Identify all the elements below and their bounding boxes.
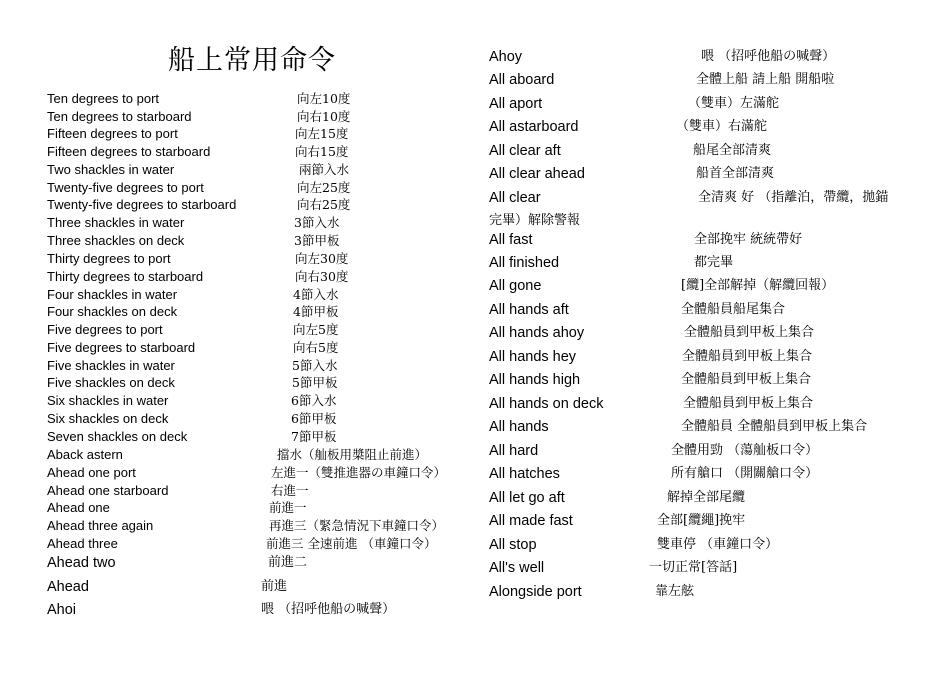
command-english: Five shackles in water: [47, 358, 175, 373]
command-chinese: 4節入水: [293, 287, 339, 302]
command-chinese: 全部[纜繩]挽牢: [657, 513, 746, 528]
command-english: Ahead three again: [47, 518, 154, 533]
command-chinese: 4節甲板: [293, 304, 339, 319]
command-english: All made fast: [489, 513, 573, 529]
command-english: All fast: [489, 232, 533, 248]
command-chinese: 向右25度: [297, 197, 351, 212]
command-english: Four shackles on deck: [47, 304, 178, 319]
command-english: Ahead two: [47, 555, 116, 571]
command-chinese: 全體用勁 （蕩舢板口令）: [671, 443, 819, 458]
command-chinese: 右進一: [271, 483, 309, 498]
command-chinese: 向左5度: [293, 322, 339, 337]
command-chinese: 都完畢: [694, 255, 734, 270]
command-chinese: 6節入水: [291, 393, 337, 408]
command-chinese: 全體船員 全體船員到甲板上集合: [681, 419, 868, 434]
command-chinese: [纜]全部解掉（解纜回報）: [681, 278, 835, 293]
command-english: Thirty degrees to port: [47, 251, 171, 266]
command-chinese: 全清爽 好 （指離泊，帶纜，拋錨: [698, 190, 889, 205]
command-english: Twenty-five degrees to starboard: [47, 197, 237, 212]
command-chinese: 再進三（緊急情況下車鐘口令）: [269, 518, 445, 533]
command-chinese: 前進三 全速前進 （車鐘口令）: [266, 536, 437, 551]
command-english: All clear aft: [489, 143, 561, 159]
command-english: All hands on deck: [489, 396, 604, 412]
command-english: Two shackles in water: [47, 162, 175, 177]
command-chinese: 全體船員到甲板上集合: [681, 372, 812, 387]
command-english: All hands hey: [489, 349, 577, 365]
command-chinese: 向右5度: [293, 340, 339, 355]
command-english: Thirty degrees to starboard: [47, 269, 204, 284]
command-chinese: 雙車停 （車鐘口令）: [657, 537, 779, 552]
command-english: All hands: [489, 419, 549, 435]
command-english: Five degrees to starboard: [47, 340, 196, 355]
command-english: Ahoy: [489, 49, 523, 65]
command-english: All finished: [489, 255, 560, 271]
command-chinese: 全體船員到甲板上集合: [682, 349, 813, 364]
command-english: Seven shackles on deck: [47, 429, 188, 444]
command-english: Three shackles on deck: [47, 233, 185, 248]
command-chinese: 向左25度: [297, 180, 351, 195]
command-chinese: 全部挽牢 統統帶好: [694, 232, 803, 247]
command-chinese: 前進一: [269, 500, 307, 515]
command-chinese: 5節甲板: [292, 375, 338, 390]
command-chinese: 喂 （招呼他船の喊聲）: [261, 602, 396, 617]
command-english: Five degrees to port: [47, 322, 163, 337]
command-chinese: 3節甲板: [294, 233, 340, 248]
command-english: All's well: [489, 560, 545, 576]
command-english: Ten degrees to starboard: [47, 109, 192, 124]
command-chinese: 3節入水: [294, 215, 340, 230]
command-chinese: 全體船員船尾集合: [681, 302, 786, 317]
command-chinese: 全體船員到甲板上集合: [684, 325, 815, 340]
command-english: All aport: [489, 96, 543, 112]
command-english: All hands high: [489, 372, 581, 388]
command-english: Ahead one starboard: [47, 483, 169, 498]
command-chinese: 一切正常[答話]: [649, 560, 738, 575]
command-english: All hatches: [489, 466, 560, 482]
command-chinese: 擋水（舢板用槳阻止前進）: [277, 447, 428, 462]
command-english: All astarboard: [489, 119, 579, 135]
command-chinese: 船尾全部清爽: [693, 143, 772, 158]
command-english: Aback astern: [47, 447, 123, 462]
command-english: All stop: [489, 537, 537, 553]
command-english: Ahead three: [47, 536, 118, 551]
command-english: Six shackles on deck: [47, 411, 169, 426]
command-chinese: 前進二: [268, 555, 308, 570]
command-chinese: 7節甲板: [291, 429, 337, 444]
command-chinese: 全體上船 請上船 開船啦: [696, 72, 835, 87]
command-english: Twenty-five degrees to port: [47, 180, 204, 195]
command-english: All hard: [489, 443, 539, 459]
command-english: Ten degrees to port: [47, 91, 160, 106]
command-chinese: 船首全部清爽: [696, 166, 775, 181]
command-english: Ahead: [47, 579, 89, 595]
page-title: 船上常用命令: [168, 45, 336, 76]
command-chinese: 5節入水: [292, 358, 338, 373]
command-chinese: 全體船員到甲板上集合: [683, 396, 814, 411]
command-chinese-continued: 完畢）解除警報: [489, 213, 581, 228]
command-chinese: 兩節入水: [299, 162, 350, 177]
command-chinese: 向右30度: [295, 269, 349, 284]
command-english: Fifteen degrees to port: [47, 126, 178, 141]
command-chinese: （雙車）左滿舵: [688, 96, 780, 111]
command-chinese: 解掉全部尾纜: [667, 490, 746, 505]
command-chinese: 向左30度: [295, 251, 349, 266]
command-english: All hands ahoy: [489, 325, 585, 341]
command-english: All clear: [489, 190, 541, 206]
command-english: Ahead one: [47, 500, 110, 515]
command-english: Three shackles in water: [47, 215, 185, 230]
command-english: Alongside port: [489, 584, 582, 600]
command-chinese: 向右15度: [295, 144, 349, 159]
command-english: Fifteen degrees to starboard: [47, 144, 211, 159]
command-chinese: 向右10度: [297, 109, 351, 124]
command-english: Ahead one port: [47, 465, 136, 480]
command-english: All aboard: [489, 72, 555, 88]
command-english: All hands aft: [489, 302, 569, 318]
command-chinese: 左進一（雙推進器の車鐘口令）: [271, 465, 447, 480]
command-chinese: 向左10度: [297, 91, 351, 106]
command-chinese: 6節甲板: [291, 411, 337, 426]
command-english: Ahoi: [47, 602, 77, 618]
command-chinese: 喂 （招呼他船の喊聲）: [701, 49, 836, 64]
command-english: Four shackles in water: [47, 287, 178, 302]
command-chinese: 靠左舷: [655, 584, 695, 599]
command-chinese: （雙車）右滿舵: [676, 119, 768, 134]
command-english: All let go aft: [489, 490, 565, 506]
command-english: All gone: [489, 278, 542, 294]
command-chinese: 前進: [261, 579, 288, 594]
command-english: Five shackles on deck: [47, 375, 175, 390]
command-chinese: 所有艙口 （開關艙口令）: [671, 466, 819, 481]
command-english: All clear ahead: [489, 166, 585, 182]
command-chinese: 向左15度: [295, 126, 349, 141]
command-english: Six shackles in water: [47, 393, 169, 408]
